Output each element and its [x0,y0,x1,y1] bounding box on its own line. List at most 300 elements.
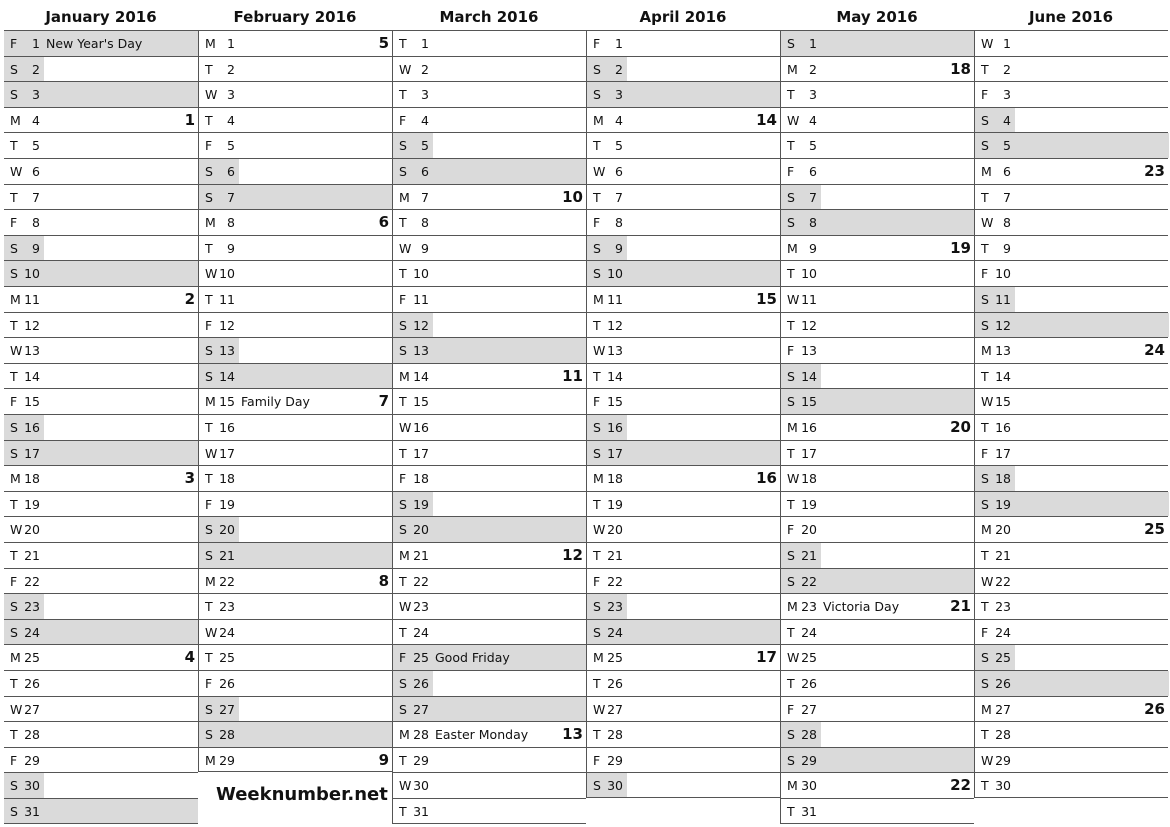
weekday-letter: T [399,573,407,589]
day-number: 9 [1003,240,1011,256]
day-row [586,696,780,722]
day-number: 15 [24,394,40,410]
day-row [198,56,392,82]
weekday-letter: T [205,650,213,666]
day-number: 5 [1003,138,1011,154]
weekday-letter: S [981,676,989,691]
day-row [198,209,392,235]
weekday-letter: S [787,727,795,743]
day-number: 4 [809,112,817,128]
day-row [586,363,780,389]
day-row [974,568,1168,594]
day-number: 6 [421,164,429,179]
day-number: 27 [24,701,40,717]
day-number: 25 [24,650,40,666]
day-row [974,644,1168,670]
weekday-letter: T [593,496,601,512]
day-number: 29 [995,752,1011,768]
day-number: 20 [607,522,623,538]
weekday-letter: M [787,240,798,256]
day-row [198,158,392,184]
day-row [198,235,392,261]
day-number: 1 [227,36,235,51]
day-row [974,670,1168,696]
weekday-letter: M [205,215,216,231]
day-row [780,235,974,261]
day-row [780,772,974,798]
week-number: 9 [378,750,389,769]
weekday-letter: T [787,804,795,819]
weekday-letter: T [787,496,795,512]
day-number: 12 [995,317,1011,333]
day-row [198,593,392,619]
day-row [392,747,586,773]
weekday-letter: S [593,61,601,77]
day-number: 29 [219,752,235,768]
weekday-letter: T [787,317,795,333]
weekday-letter: W [981,36,994,51]
day-number: 22 [24,573,40,589]
day-row [586,568,780,594]
weekday-letter: T [981,599,989,615]
day-number: 10 [801,266,817,282]
day-number: 8 [1003,215,1011,231]
day-row [4,721,198,747]
week-number: 21 [950,597,971,616]
week-number: 23 [1144,162,1165,180]
weekday-letter: S [10,599,18,615]
day-number: 29 [801,752,817,768]
day-row [780,56,974,82]
day-number: 5 [809,138,817,154]
weekday-letter: F [10,752,18,768]
day-number: 6 [1003,164,1011,179]
day-row [4,81,198,107]
day-number: 19 [995,496,1011,512]
day-row [974,235,1168,261]
day-number: 24 [219,624,235,640]
day-row [974,772,1168,798]
day-row [4,465,198,491]
day-number: 21 [995,548,1011,563]
day-row [586,312,780,338]
day-row [586,209,780,235]
day-row [780,184,974,210]
week-number: 19 [950,238,971,257]
day-number: 20 [995,522,1011,538]
day-number: 26 [995,676,1011,691]
day-number: 6 [227,164,235,179]
weekday-letter: F [787,522,795,538]
day-row [974,184,1168,210]
day-row [780,388,974,414]
day-number: 29 [24,752,40,768]
day-number: 11 [995,292,1011,307]
day-number: 18 [219,471,235,487]
weekday-letter: S [981,317,989,333]
day-number: 6 [809,164,817,179]
day-number: 19 [413,496,429,512]
month-title: June 2016 [1028,8,1114,26]
day-number: 5 [615,138,623,154]
weekday-letter: S [10,87,18,103]
weekday-letter: T [593,548,601,563]
day-number: 13 [607,343,623,359]
day-row [4,337,198,363]
weekday-letter: S [593,87,601,103]
day-row [974,337,1168,363]
day-number: 30 [607,778,623,794]
day-row [974,465,1168,491]
weekday-letter: W [10,522,23,538]
day-row [4,516,198,542]
day-number: 14 [24,368,40,384]
day-number: 3 [1003,87,1011,103]
day-number: 12 [219,317,235,333]
day-number: 23 [995,599,1011,615]
day-row [586,772,780,798]
weekday-letter: T [981,368,989,384]
day-row [4,158,198,184]
weekday-letter: W [399,778,412,794]
day-number: 19 [801,496,817,512]
weekday-letter: S [981,292,989,307]
weekday-letter: T [593,368,601,384]
day-row [392,542,586,568]
day-row [974,260,1168,286]
day-number: 18 [995,471,1011,487]
day-number: 19 [24,496,40,512]
day-row [780,747,974,773]
weekday-letter: T [981,189,989,205]
day-row [392,107,586,133]
day-number: 8 [615,215,623,231]
day-number: 2 [32,61,40,77]
day-row [392,414,586,440]
weekday-letter: S [787,573,795,589]
day-row [586,388,780,414]
weekday-letter: M [205,36,216,51]
day-row [780,209,974,235]
weekday-letter: M [205,573,216,589]
day-row [198,516,392,542]
weekday-letter: F [981,87,989,103]
day-row [780,644,974,670]
weekday-letter: W [10,701,23,717]
day-number: 30 [24,778,40,794]
day-number: 2 [809,61,817,77]
day-row [974,440,1168,466]
day-number: 14 [607,368,623,384]
weekday-letter: S [787,36,795,51]
weekday-letter: W [593,343,606,359]
day-number: 30 [413,778,429,794]
month-column [974,0,1168,794]
weekday-letter: S [399,138,407,154]
holiday-label: New Year's Day [46,36,143,51]
day-row [4,491,198,517]
weekday-letter: F [205,676,213,691]
week-number: 2 [184,290,195,308]
day-number: 4 [421,112,429,128]
day-row [392,568,586,594]
holiday-label: Victoria Day [823,599,900,615]
day-number: 7 [227,189,235,205]
day-number: 21 [801,548,817,563]
day-number: 31 [801,804,817,819]
day-row [4,56,198,82]
day-row [974,312,1168,338]
day-row [4,312,198,338]
day-number: 19 [219,496,235,512]
day-number: 25 [219,650,235,666]
day-row [4,107,198,133]
day-number: 28 [607,727,623,743]
week-number: 3 [184,469,195,488]
weekday-letter: W [399,599,412,615]
day-number: 4 [1003,112,1011,128]
day-number: 25 [607,650,623,666]
weekday-letter: S [399,343,407,359]
weekday-letter: F [787,164,795,179]
day-number: 4 [32,112,40,128]
weekday-letter: M [399,368,410,384]
weekday-letter: W [787,112,800,128]
day-row [198,132,392,158]
day-row [974,56,1168,82]
day-number: 21 [219,548,235,563]
day-number: 21 [24,548,40,563]
weekday-letter: T [593,138,601,154]
week-number: 12 [562,546,583,564]
weekday-letter: F [787,701,795,717]
day-row [4,619,198,645]
day-row [4,696,198,722]
weekday-letter: W [787,292,800,307]
day-number: 13 [801,343,817,359]
day-number: 15 [995,394,1011,410]
day-row [4,363,198,389]
day-row [198,440,392,466]
weekday-letter: T [981,548,989,563]
weekday-letter: T [10,676,18,691]
holiday-label: Easter Monday [435,727,529,743]
month-title: January 2016 [45,8,157,26]
day-row [392,363,586,389]
weekday-letter: M [205,394,216,410]
day-row [392,30,586,56]
day-row [586,516,780,542]
week-number: 15 [756,290,777,308]
day-row [780,414,974,440]
day-row [586,56,780,82]
weekday-letter: M [205,752,216,768]
day-row [974,542,1168,568]
day-number: 16 [801,420,817,435]
week-number: 7 [378,392,389,411]
weekday-letter: S [10,266,18,282]
day-number: 3 [227,87,235,103]
day-number: 24 [413,624,429,640]
day-row [198,465,392,491]
weekday-letter: W [10,164,23,179]
day-row [780,363,974,389]
weekday-letter: W [787,471,800,487]
weekday-letter: S [205,701,213,717]
day-row [392,593,586,619]
weekday-letter: T [787,624,795,640]
weekday-letter: F [593,215,601,231]
day-number: 9 [227,240,235,256]
day-number: 22 [607,573,623,589]
day-row [4,235,198,261]
weekday-letter: F [981,445,989,461]
week-number: 22 [950,776,971,795]
weekday-letter: S [399,496,407,512]
weekday-letter: S [981,650,989,666]
day-number: 2 [1003,61,1011,77]
day-number: 25 [995,650,1011,666]
weekday-letter: M [787,420,798,435]
day-number: 10 [413,266,429,282]
day-row [974,363,1168,389]
day-number: 23 [801,599,817,615]
day-number: 8 [809,215,817,231]
weekday-letter: F [399,650,407,666]
weekday-letter: W [593,164,606,179]
month-column [780,0,974,819]
day-number: 11 [24,292,40,307]
day-number: 17 [995,445,1011,461]
weekday-letter: T [787,676,795,691]
weekday-letter: M [787,599,798,615]
week-number: 13 [562,725,583,744]
weekday-letter: F [10,215,18,231]
day-number: 22 [413,573,429,589]
weekday-letter: T [593,727,601,743]
day-row [780,721,974,747]
week-number: 16 [756,469,777,488]
weekday-letter: T [981,727,989,743]
day-number: 2 [615,61,623,77]
weekday-letter: F [593,36,601,51]
day-row [392,337,586,363]
day-number: 17 [413,445,429,461]
day-row [586,30,780,56]
week-number: 25 [1144,520,1165,539]
day-number: 24 [995,624,1011,640]
weekday-letter: F [593,752,601,768]
day-number: 24 [24,624,40,640]
week-number: 17 [756,648,777,667]
day-row [392,184,586,210]
day-number: 10 [219,266,235,282]
weekday-letter: S [787,548,795,563]
day-number: 23 [219,599,235,615]
day-number: 24 [801,624,817,640]
weekday-letter: W [981,215,994,231]
day-number: 15 [607,394,623,410]
day-row [392,235,586,261]
weekday-letter: T [593,317,601,333]
week-number: 8 [378,571,389,590]
week-number: 1 [184,110,195,129]
day-row [4,388,198,414]
weekday-letter: T [981,420,989,435]
weekday-letter: W [205,624,218,640]
day-row [974,747,1168,773]
day-row [586,542,780,568]
weekday-letter: W [205,445,218,461]
day-row [4,644,198,670]
day-number: 9 [615,240,623,256]
day-row [392,516,586,542]
site-footer-label: Weeknumber.net [216,784,388,805]
day-number: 6 [615,164,623,179]
weekday-letter: W [399,420,412,435]
day-row [780,542,974,568]
day-row [780,81,974,107]
day-number: 4 [227,112,235,128]
day-row [198,568,392,594]
weekday-letter: T [205,420,213,435]
day-row [780,30,974,56]
day-row [198,542,392,568]
day-number: 28 [801,727,817,743]
day-number: 7 [809,189,817,205]
day-number: 8 [227,215,235,231]
day-number: 21 [413,548,429,563]
day-row [586,158,780,184]
weekday-letter: T [10,368,18,384]
day-row [198,363,392,389]
weekday-letter: S [399,164,407,179]
day-number: 23 [24,599,40,615]
weekday-letter: F [205,496,213,512]
day-number: 28 [995,727,1011,743]
weekday-letter: M [981,343,992,359]
weekday-letter: S [10,61,18,77]
day-number: 24 [607,624,623,640]
weekday-letter: S [593,599,601,615]
day-row [974,414,1168,440]
day-row [780,132,974,158]
day-row [586,465,780,491]
day-row [198,312,392,338]
weekday-letter: W [593,522,606,538]
day-number: 14 [801,368,817,384]
weekday-letter: T [399,394,407,410]
weekday-letter: M [593,292,604,307]
day-row [198,286,392,312]
day-row [780,158,974,184]
day-row [4,747,198,773]
day-row [392,158,586,184]
weekday-letter: S [593,624,601,640]
weekday-letter: S [10,778,18,794]
weekday-letter: M [399,548,410,563]
day-row [586,235,780,261]
weekday-letter: F [399,112,407,128]
weekday-letter: M [787,61,798,77]
weekday-letter: S [593,445,601,461]
weekday-letter: S [593,266,601,282]
day-number: 11 [219,292,235,307]
day-row [780,286,974,312]
weekday-letter: S [399,676,407,691]
day-row [392,491,586,517]
day-number: 31 [24,804,40,819]
